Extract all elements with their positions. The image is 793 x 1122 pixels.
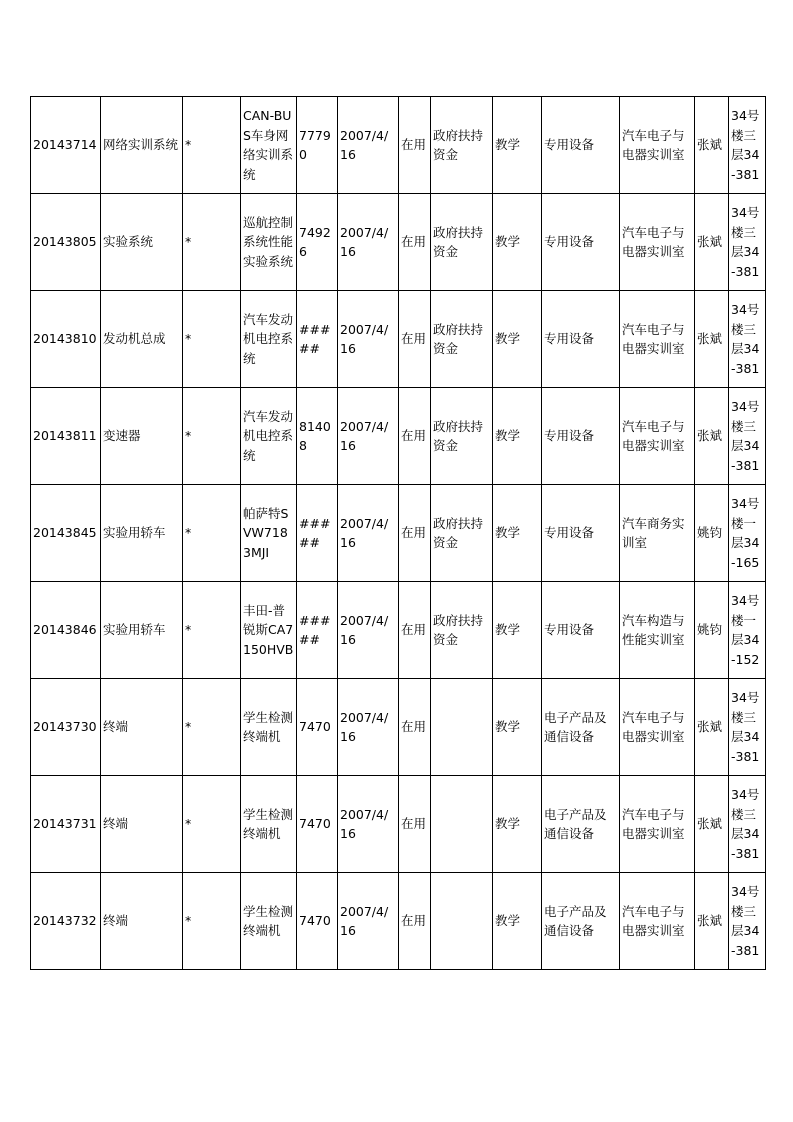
location-cell: 34号楼三层34-381 bbox=[729, 776, 766, 873]
fund-source-cell bbox=[431, 679, 493, 776]
mark-cell: * bbox=[183, 873, 241, 970]
price-cell: 7470 bbox=[297, 873, 338, 970]
mark-cell: * bbox=[183, 485, 241, 582]
asset-id-cell: 20143810 bbox=[31, 291, 101, 388]
fund-source-cell: 政府扶持资金 bbox=[431, 388, 493, 485]
mark-cell: * bbox=[183, 679, 241, 776]
purchase-date-cell: 2007/4/16 bbox=[338, 873, 399, 970]
custodian-cell: 张斌 bbox=[695, 679, 729, 776]
fund-source-cell: 政府扶持资金 bbox=[431, 485, 493, 582]
status-cell: 在用 bbox=[399, 194, 431, 291]
status-cell: 在用 bbox=[399, 873, 431, 970]
model-cell: CAN-BUS车身网络实训系统 bbox=[241, 97, 297, 194]
usage-cell: 教学 bbox=[493, 582, 542, 679]
location-cell: 34号楼一层34-165 bbox=[729, 485, 766, 582]
usage-cell: 教学 bbox=[493, 485, 542, 582]
purchase-date-cell: 2007/4/16 bbox=[338, 776, 399, 873]
status-cell: 在用 bbox=[399, 388, 431, 485]
model-cell: 学生检测终端机 bbox=[241, 679, 297, 776]
category-cell: 电子产品及通信设备 bbox=[542, 776, 620, 873]
location-cell: 34号楼三层34-381 bbox=[729, 291, 766, 388]
department-cell: 汽车电子与电器实训室 bbox=[620, 873, 695, 970]
usage-cell: 教学 bbox=[493, 194, 542, 291]
asset-name-cell: 变速器 bbox=[101, 388, 183, 485]
location-cell: 34号楼三层34-381 bbox=[729, 679, 766, 776]
table-row bbox=[31, 291, 766, 388]
purchase-date-cell: 2007/4/16 bbox=[338, 485, 399, 582]
asset-name-cell: 实验用轿车 bbox=[101, 582, 183, 679]
model-cell: 帕萨特SVW7183MJI bbox=[241, 485, 297, 582]
price-cell: 7470 bbox=[297, 776, 338, 873]
asset-name-cell: 终端 bbox=[101, 873, 183, 970]
usage-cell: 教学 bbox=[493, 776, 542, 873]
mark-cell: * bbox=[183, 582, 241, 679]
asset-id-cell: 20143845 bbox=[31, 485, 101, 582]
custodian-cell: 张斌 bbox=[695, 291, 729, 388]
custodian-cell: 张斌 bbox=[695, 776, 729, 873]
location-cell: 34号楼一层34-152 bbox=[729, 582, 766, 679]
category-cell: 电子产品及通信设备 bbox=[542, 679, 620, 776]
location-cell: 34号楼三层34-381 bbox=[729, 97, 766, 194]
status-cell: 在用 bbox=[399, 679, 431, 776]
table-row bbox=[31, 485, 766, 582]
purchase-date-cell: 2007/4/16 bbox=[338, 582, 399, 679]
table-row bbox=[31, 194, 766, 291]
model-cell: 巡航控制系统性能实验系统 bbox=[241, 194, 297, 291]
asset-name-cell: 实验系统 bbox=[101, 194, 183, 291]
asset-id-cell: 20143811 bbox=[31, 388, 101, 485]
department-cell: 汽车电子与电器实训室 bbox=[620, 291, 695, 388]
custodian-cell: 张斌 bbox=[695, 873, 729, 970]
asset-name-cell: 发动机总成 bbox=[101, 291, 183, 388]
purchase-date-cell: 2007/4/16 bbox=[338, 194, 399, 291]
table-row bbox=[31, 97, 766, 194]
department-cell: 汽车构造与性能实训室 bbox=[620, 582, 695, 679]
model-cell: 学生检测终端机 bbox=[241, 776, 297, 873]
table-row bbox=[31, 388, 766, 485]
mark-cell: * bbox=[183, 97, 241, 194]
department-cell: 汽车电子与电器实训室 bbox=[620, 776, 695, 873]
department-cell: 汽车电子与电器实训室 bbox=[620, 194, 695, 291]
usage-cell: 教学 bbox=[493, 388, 542, 485]
fund-source-cell bbox=[431, 776, 493, 873]
purchase-date-cell: 2007/4/16 bbox=[338, 679, 399, 776]
model-cell: 学生检测终端机 bbox=[241, 873, 297, 970]
table-row bbox=[31, 776, 766, 873]
purchase-date-cell: 2007/4/16 bbox=[338, 291, 399, 388]
table-row bbox=[31, 873, 766, 970]
category-cell: 专用设备 bbox=[542, 194, 620, 291]
asset-id-cell: 20143730 bbox=[31, 679, 101, 776]
department-cell: 汽车电子与电器实训室 bbox=[620, 679, 695, 776]
fund-source-cell: 政府扶持资金 bbox=[431, 194, 493, 291]
asset-table bbox=[30, 96, 766, 970]
location-cell: 34号楼三层34-381 bbox=[729, 194, 766, 291]
price-cell: 81408 bbox=[297, 388, 338, 485]
table-row bbox=[31, 679, 766, 776]
asset-name-cell: 实验用轿车 bbox=[101, 485, 183, 582]
custodian-cell: 姚钧 bbox=[695, 582, 729, 679]
category-cell: 专用设备 bbox=[542, 388, 620, 485]
department-cell: 汽车电子与电器实训室 bbox=[620, 388, 695, 485]
purchase-date-cell: 2007/4/16 bbox=[338, 97, 399, 194]
price-cell: 7470 bbox=[297, 679, 338, 776]
price-cell: 77790 bbox=[297, 97, 338, 194]
status-cell: 在用 bbox=[399, 776, 431, 873]
mark-cell: * bbox=[183, 776, 241, 873]
category-cell: 专用设备 bbox=[542, 485, 620, 582]
location-cell: 34号楼三层34-381 bbox=[729, 873, 766, 970]
asset-name-cell: 终端 bbox=[101, 776, 183, 873]
status-cell: 在用 bbox=[399, 582, 431, 679]
usage-cell: 教学 bbox=[493, 97, 542, 194]
custodian-cell: 张斌 bbox=[695, 194, 729, 291]
status-cell: 在用 bbox=[399, 485, 431, 582]
category-cell: 专用设备 bbox=[542, 291, 620, 388]
fund-source-cell: 政府扶持资金 bbox=[431, 582, 493, 679]
custodian-cell: 张斌 bbox=[695, 388, 729, 485]
category-cell: 电子产品及通信设备 bbox=[542, 873, 620, 970]
table-row bbox=[31, 582, 766, 679]
mark-cell: * bbox=[183, 388, 241, 485]
mark-cell: * bbox=[183, 291, 241, 388]
custodian-cell: 姚钧 bbox=[695, 485, 729, 582]
price-cell: ##### bbox=[297, 291, 338, 388]
asset-id-cell: 20143732 bbox=[31, 873, 101, 970]
asset-id-cell: 20143805 bbox=[31, 194, 101, 291]
department-cell: 汽车商务实训室 bbox=[620, 485, 695, 582]
model-cell: 丰田-普锐斯CA7150HVB bbox=[241, 582, 297, 679]
usage-cell: 教学 bbox=[493, 679, 542, 776]
asset-name-cell: 终端 bbox=[101, 679, 183, 776]
location-cell: 34号楼三层34-381 bbox=[729, 388, 766, 485]
status-cell: 在用 bbox=[399, 97, 431, 194]
purchase-date-cell: 2007/4/16 bbox=[338, 388, 399, 485]
status-cell: 在用 bbox=[399, 291, 431, 388]
usage-cell: 教学 bbox=[493, 291, 542, 388]
asset-id-cell: 20143846 bbox=[31, 582, 101, 679]
fund-source-cell bbox=[431, 873, 493, 970]
usage-cell: 教学 bbox=[493, 873, 542, 970]
asset-id-cell: 20143731 bbox=[31, 776, 101, 873]
category-cell: 专用设备 bbox=[542, 582, 620, 679]
asset-name-cell: 网络实训系统 bbox=[101, 97, 183, 194]
category-cell: 专用设备 bbox=[542, 97, 620, 194]
asset-id-cell: 20143714 bbox=[31, 97, 101, 194]
custodian-cell: 张斌 bbox=[695, 97, 729, 194]
table-body bbox=[31, 97, 766, 970]
department-cell: 汽车电子与电器实训室 bbox=[620, 97, 695, 194]
model-cell: 汽车发动机电控系统 bbox=[241, 388, 297, 485]
fund-source-cell: 政府扶持资金 bbox=[431, 97, 493, 194]
price-cell: ##### bbox=[297, 485, 338, 582]
fund-source-cell: 政府扶持资金 bbox=[431, 291, 493, 388]
mark-cell: * bbox=[183, 194, 241, 291]
price-cell: 74926 bbox=[297, 194, 338, 291]
price-cell: ##### bbox=[297, 582, 338, 679]
model-cell: 汽车发动机电控系统 bbox=[241, 291, 297, 388]
